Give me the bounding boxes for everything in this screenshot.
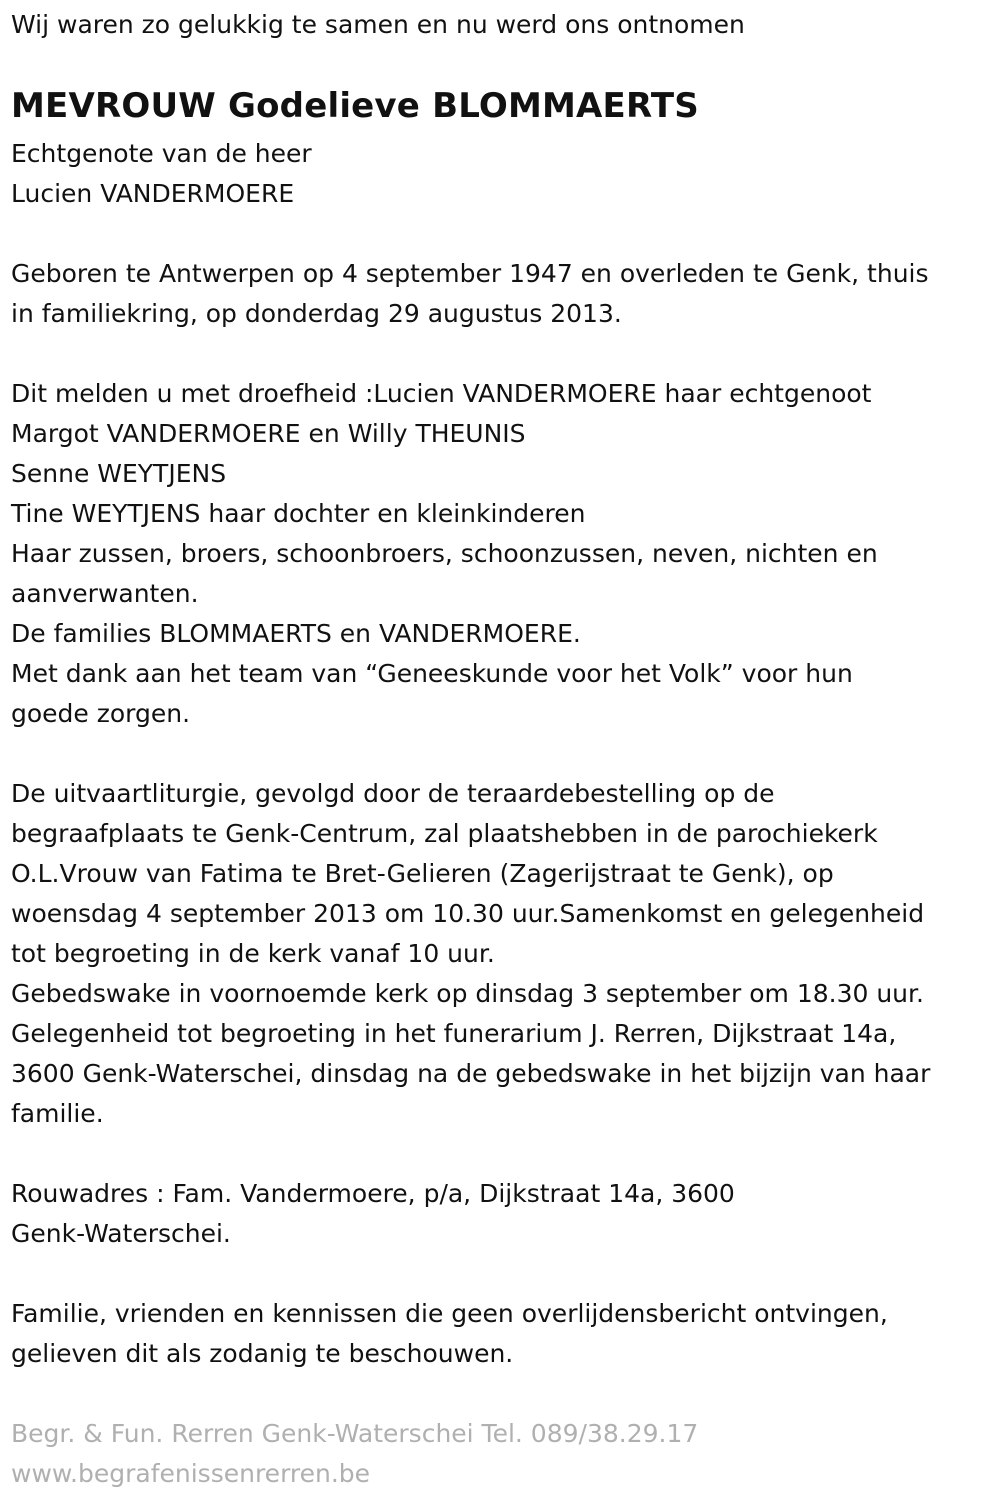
mourning-address-line: Genk-Waterschei.	[11, 1219, 231, 1248]
funeral-line: woensdag 4 september 2013 om 10.30 uur.Samenkomst en gelegenheid	[11, 899, 925, 928]
announcement-line: De families BLOMMAERTS en VANDERMOERE.	[11, 619, 581, 648]
funeral-home-footer	[11, 1414, 698, 1494]
spouse-line: Lucien VANDERMOERE	[11, 179, 295, 208]
closing-block	[11, 1294, 888, 1374]
spouse-line: Echtgenote van de heer	[11, 139, 312, 168]
announcement-line: Senne WEYTJENS	[11, 459, 227, 488]
funeral-home-website: www.begrafenissenrerren.be	[11, 1459, 371, 1488]
announcement-line: Margot VANDERMOERE en Willy THEUNIS	[11, 419, 526, 448]
closing-line: Familie, vrienden en kennissen die geen overlijdensbericht ontvingen,	[11, 1299, 888, 1328]
spouse-block	[11, 134, 312, 214]
birth-death-block	[11, 254, 929, 334]
mourning-address-line: Rouwadres : Fam. Vandermoere, p/a, Dijkstraat 14a, 3600	[11, 1179, 735, 1208]
announcement-line: goede zorgen.	[11, 699, 191, 728]
funeral-home-contact: Begr. & Fun. Rerren Genk-Waterschei Tel. 089/38.29.17	[11, 1419, 699, 1448]
announcement-line: Haar zussen, broers, schoonbroers, schoonzussen, neven, nichten en	[11, 539, 878, 568]
funeral-line: begraafplaats te Genk-Centrum, zal plaatshebben in de parochiekerk	[11, 819, 878, 848]
funeral-line: Gebedswake in voornoemde kerk op dinsdag 3 september om 18.30 uur.	[11, 979, 924, 1008]
birth-death-line: Geboren te Antwerpen op 4 september 1947 en overleden te Genk, thuis	[11, 259, 929, 288]
announcement-line: Dit melden u met droefheid :Lucien VANDERMOERE haar echtgenoot	[11, 379, 872, 408]
funeral-line: O.L.Vrouw van Fatima te Bret-Gelieren (Zagerijstraat te Genk), op	[11, 859, 834, 888]
funeral-line: tot begroeting in de kerk vanaf 10 uur.	[11, 939, 495, 968]
funeral-line: Gelegenheid tot begroeting in het funerarium J. Rerren, Dijkstraat 14a,	[11, 1019, 897, 1048]
funeral-line: 3600 Genk-Waterschei, dinsdag na de gebedswake in het bijzijn van haar	[11, 1059, 931, 1088]
announcement-line: aanverwanten.	[11, 579, 199, 608]
closing-line: gelieven dit als zodanig te beschouwen.	[11, 1339, 514, 1368]
birth-death-line: in familiekring, op donderdag 29 augustus 2013.	[11, 299, 622, 328]
funeral-line: familie.	[11, 1099, 104, 1128]
deceased-name-title: MEVROUW Godelieve BLOMMAERTS	[11, 86, 699, 126]
mourning-address-block	[11, 1174, 735, 1254]
funeral-block	[11, 774, 930, 1134]
funeral-line: De uitvaartliturgie, gevolgd door de teraardebestelling op de	[11, 779, 775, 808]
intro-verse: Wij waren zo gelukkig te samen en nu werd ons ontnomen	[11, 10, 745, 39]
announcement-line: Tine WEYTJENS haar dochter en kleinkinderen	[11, 499, 586, 528]
announcement-line: Met dank aan het team van “Geneeskunde voor het Volk” voor hun	[11, 659, 853, 688]
announcement-block	[11, 374, 878, 734]
